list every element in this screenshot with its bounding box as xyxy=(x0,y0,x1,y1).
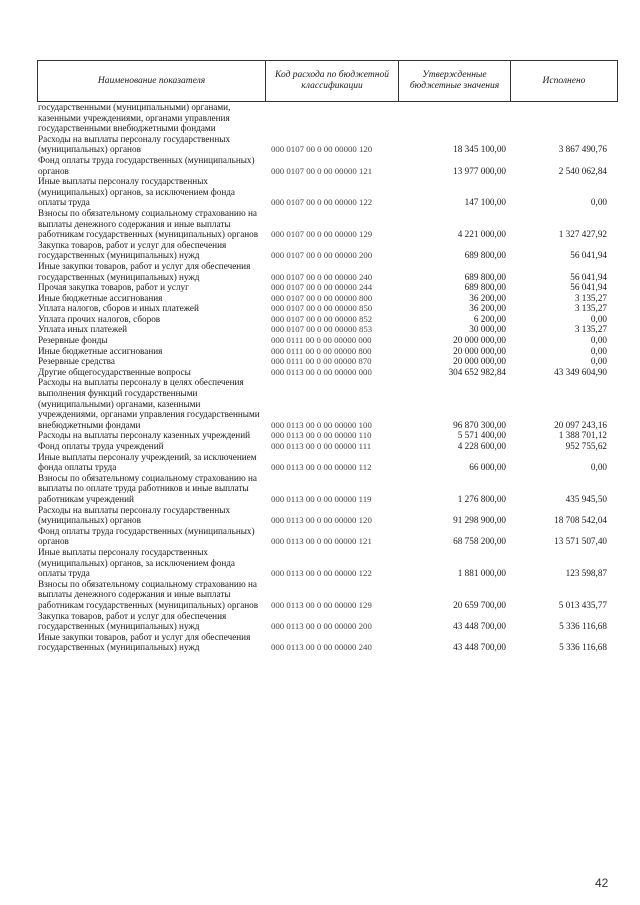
table-row xyxy=(37,155,617,176)
table-row xyxy=(37,314,617,325)
cell-code: 000 0113 00 0 00 00000 129 xyxy=(271,599,372,610)
cell-name: Иные бюджетные ассигнования xyxy=(38,292,163,303)
table-row xyxy=(37,293,617,304)
table-body xyxy=(37,102,617,653)
cell-code: 000 0113 00 0 00 00000 110 xyxy=(271,430,372,441)
cell-name: Расходы на выплаты персоналу государственных (муниципальных) органов xyxy=(38,133,231,155)
cell-code: 000 0113 00 0 00 00000 121 xyxy=(271,536,372,547)
header-done: Исполнено xyxy=(511,61,618,102)
cell-name: Уплата иных платежей xyxy=(38,324,128,335)
table-row xyxy=(37,611,617,632)
cell-approved: 43 448 700,00 xyxy=(453,642,506,653)
table-row xyxy=(37,303,617,314)
table-row xyxy=(37,452,617,473)
header-code: Код расхода по бюджетной классификации xyxy=(266,61,399,102)
cell-name: Другие общегосударственные вопросы xyxy=(38,366,191,377)
cell-done: 3 135,27 xyxy=(574,324,607,335)
cell-approved: 66 000,00 xyxy=(469,462,506,473)
table-row xyxy=(37,282,617,293)
cell-done: 18 708 542,04 xyxy=(554,515,607,526)
cell-approved: 20 000 000,00 xyxy=(453,335,506,346)
cell-done: 952 755,62 xyxy=(565,441,607,451)
table-row xyxy=(37,579,617,611)
cell-name: Уплата прочих налогов, сборов xyxy=(38,313,161,324)
cell-approved: 68 758 200,00 xyxy=(453,536,506,547)
cell-done: 56 041,94 xyxy=(570,282,607,293)
cell-code: 000 0113 00 0 00 00000 100 xyxy=(271,419,372,430)
cell-approved: 36 200,00 xyxy=(469,292,506,303)
cell-name: Расходы на выплаты персоналу государственных (муниципальных) органов xyxy=(38,504,231,526)
cell-code: 000 0107 00 0 00 00000 853 xyxy=(271,324,373,335)
cell-done: 43 349 604,90 xyxy=(554,366,607,377)
cell-done xyxy=(510,102,617,134)
table-row xyxy=(37,346,617,357)
cell-code: 000 0107 00 0 00 00000 121 xyxy=(271,165,373,176)
cell-name: Взносы по обязательному социальному страхованию на выплаты денежного содержания и иные выплаты работникам государственных (муниципальных) органов xyxy=(38,578,259,610)
cell-code: 000 0113 00 0 00 00000 119 xyxy=(271,493,372,504)
cell-approved: 18 345 100,00 xyxy=(453,144,506,155)
cell-name: Резервные средства xyxy=(38,356,115,367)
cell-name: Иные бюджетные ассигнования xyxy=(38,345,163,356)
cell-code: 000 0111 00 0 00 00000 800 xyxy=(271,345,372,356)
cell-approved: 30 000,00 xyxy=(469,324,506,335)
cell-done: 13 571 507,40 xyxy=(554,536,607,547)
cell-code: 000 0111 00 0 00 00000 870 xyxy=(271,356,372,367)
cell-done: 3 867 490,76 xyxy=(558,144,607,155)
cell-code: 000 0107 00 0 00 00000 850 xyxy=(271,303,373,314)
cell-code: 000 0107 00 0 00 00000 800 xyxy=(271,292,373,303)
cell-approved: 43 448 700,00 xyxy=(453,621,506,632)
cell-code: 000 0107 00 0 00 00000 852 xyxy=(271,313,373,324)
header-approved: Утвержденные бюджетные значения xyxy=(399,61,511,102)
table-row xyxy=(37,324,617,335)
cell-approved: 1 276 800,00 xyxy=(457,493,506,504)
cell-name: Фонд оплаты труда учреждений xyxy=(38,441,164,451)
cell-approved: 304 652 982,84 xyxy=(448,366,506,377)
cell-approved: 4 228 600,00 xyxy=(457,441,506,451)
cell-name: Резервные фонды xyxy=(38,335,108,346)
table-row xyxy=(37,430,617,441)
cell-code: 000 0113 00 0 00 00000 240 xyxy=(271,642,372,653)
cell-code: 000 0113 00 0 00 00000 000 xyxy=(271,366,372,377)
cell-code: 000 0113 00 0 00 00000 200 xyxy=(271,621,372,632)
table-row xyxy=(37,473,617,505)
table-row xyxy=(37,356,617,367)
cell-name: государственными (муниципальными) органами, казенными учреждениями, органами управления государственными внебюджетными фондами xyxy=(38,102,231,134)
cell-code: 000 0113 00 0 00 00000 120 xyxy=(271,515,372,526)
cell-name: Иные выплаты персоналу государственных (муниципальных) органов, за исключением фонда оплаты труда xyxy=(38,176,235,208)
cell-name: Взносы по обязательному социальному страхованию на выплаты по оплате труда работников и иные выплаты работникам учреждений xyxy=(38,472,257,504)
cell-name: Уплата налогов, сборов и иных платежей xyxy=(38,303,199,314)
cell-approved: 689 800,00 xyxy=(464,282,506,293)
cell-code: 000 0113 00 0 00 00000 122 xyxy=(271,568,372,579)
table-row xyxy=(37,367,617,378)
cell-approved: 6 200,00 xyxy=(473,313,506,324)
cell-done: 2 540 062,84 xyxy=(558,165,607,176)
cell-done: 0,00 xyxy=(590,197,607,208)
cell-name: Фонд оплаты труда государственных (муниципальных) органов xyxy=(38,525,255,547)
cell-approved: 5 571 400,00 xyxy=(457,430,506,441)
cell-name: Иные закупки товаров, работ и услуг для обеспечения государственных (муниципальных) нужд xyxy=(38,631,251,653)
cell-name: Расходы на выплаты персоналу в целях обеспечения выполнения функций государственными (муниципальными) органами, казенными учреждениями, органами управления государственными внебюджетными фондами xyxy=(38,377,260,430)
table-row xyxy=(37,505,617,526)
cell-done: 0,00 xyxy=(590,356,607,367)
cell-name: Иные выплаты персоналу учреждений, за исключением фонда оплаты труда xyxy=(38,451,257,473)
table-row xyxy=(37,134,617,155)
cell-name: Закупка товаров, работ и услуг для обеспечения государственных (муниципальных) нужд xyxy=(38,610,227,632)
cell-approved: 13 977 000,00 xyxy=(453,165,506,176)
cell-code xyxy=(265,102,398,134)
table-header xyxy=(37,60,618,102)
cell-done: 0,00 xyxy=(590,313,607,324)
cell-code: 000 0107 00 0 00 00000 129 xyxy=(271,229,373,240)
cell-done: 20 097 243,16 xyxy=(554,419,607,430)
cell-approved: 689 800,00 xyxy=(464,250,506,261)
cell-approved: 4 221 000,00 xyxy=(457,229,506,240)
cell-approved: 91 298 900,00 xyxy=(453,515,506,526)
cell-name: Прочая закупка товаров, работ и услуг xyxy=(38,282,189,293)
cell-approved: 20 659 700,00 xyxy=(453,599,506,610)
cell-code: 000 0107 00 0 00 00000 122 xyxy=(271,197,373,208)
cell-done: 5 013 435,77 xyxy=(558,599,607,610)
table-row xyxy=(37,526,617,547)
cell-code: 000 0113 00 0 00 00000 112 xyxy=(271,462,372,473)
table-row xyxy=(37,632,617,653)
table-row xyxy=(37,261,617,282)
cell-name: Фонд оплаты труда государственных (муниципальных) органов xyxy=(38,154,255,176)
table-row xyxy=(37,102,617,134)
cell-name: Иные закупки товаров, работ и услуг для обеспечения государственных (муниципальных) нужд xyxy=(38,260,251,282)
cell-name: Закупка товаров, работ и услуг для обеспечения государственных (муниципальных) нужд xyxy=(38,239,227,261)
cell-done: 56 041,94 xyxy=(570,271,607,282)
cell-approved: 147 100,00 xyxy=(464,197,506,208)
table-row xyxy=(37,441,617,452)
page-number: 42 xyxy=(595,876,609,890)
cell-done: 0,00 xyxy=(590,335,607,346)
cell-done: 56 041,94 xyxy=(570,250,607,261)
cell-approved: 689 800,00 xyxy=(464,271,506,282)
header-name: Наименование показателя xyxy=(38,61,266,102)
cell-name: Взносы по обязательному социальному страхованию на выплаты денежного содержания и иные выплаты работникам государственных (муниципальных) органов xyxy=(38,207,259,240)
cell-done: 3 135,27 xyxy=(574,292,607,303)
table-row xyxy=(37,208,617,240)
cell-approved: 36 200,00 xyxy=(469,303,506,314)
cell-done: 1 327 427,92 xyxy=(558,229,607,240)
cell-code: 000 0107 00 0 00 00000 244 xyxy=(271,282,373,293)
cell-code: 000 0111 00 0 00 00000 000 xyxy=(271,335,372,346)
cell-done: 435 945,50 xyxy=(565,493,607,504)
cell-code: 000 0107 00 0 00 00000 240 xyxy=(271,271,373,282)
cell-done: 5 336 116,68 xyxy=(559,642,607,653)
cell-name: Расходы на выплаты персоналу казенных учреждений xyxy=(38,430,251,441)
cell-done: 123 598,87 xyxy=(565,568,607,579)
cell-done: 0,00 xyxy=(590,462,607,473)
table-row xyxy=(37,547,617,579)
cell-approved: 20 000 000,00 xyxy=(453,356,506,367)
table-row xyxy=(37,240,617,261)
cell-done: 3 135,27 xyxy=(574,303,607,314)
cell-approved: 96 870 300,00 xyxy=(453,419,506,430)
cell-code: 000 0107 00 0 00 00000 120 xyxy=(271,144,373,155)
table-row xyxy=(37,377,617,430)
cell-approved: 20 000 000,00 xyxy=(453,345,506,356)
cell-name: Иные выплаты персоналу государственных (муниципальных) органов, за исключением фонда оплаты труда xyxy=(38,546,235,579)
cell-done: 0,00 xyxy=(590,345,607,356)
cell-done: 5 336 116,68 xyxy=(559,621,607,632)
cell-code: 000 0113 00 0 00 00000 111 xyxy=(271,441,372,451)
cell-approved: 1 881 000,00 xyxy=(457,568,506,579)
table-row xyxy=(37,176,617,208)
cell-done: 1 388 701,12 xyxy=(558,430,607,441)
cell-code: 000 0107 00 0 00 00000 200 xyxy=(271,250,373,261)
cell-approved xyxy=(398,102,510,134)
table-row xyxy=(37,335,617,346)
